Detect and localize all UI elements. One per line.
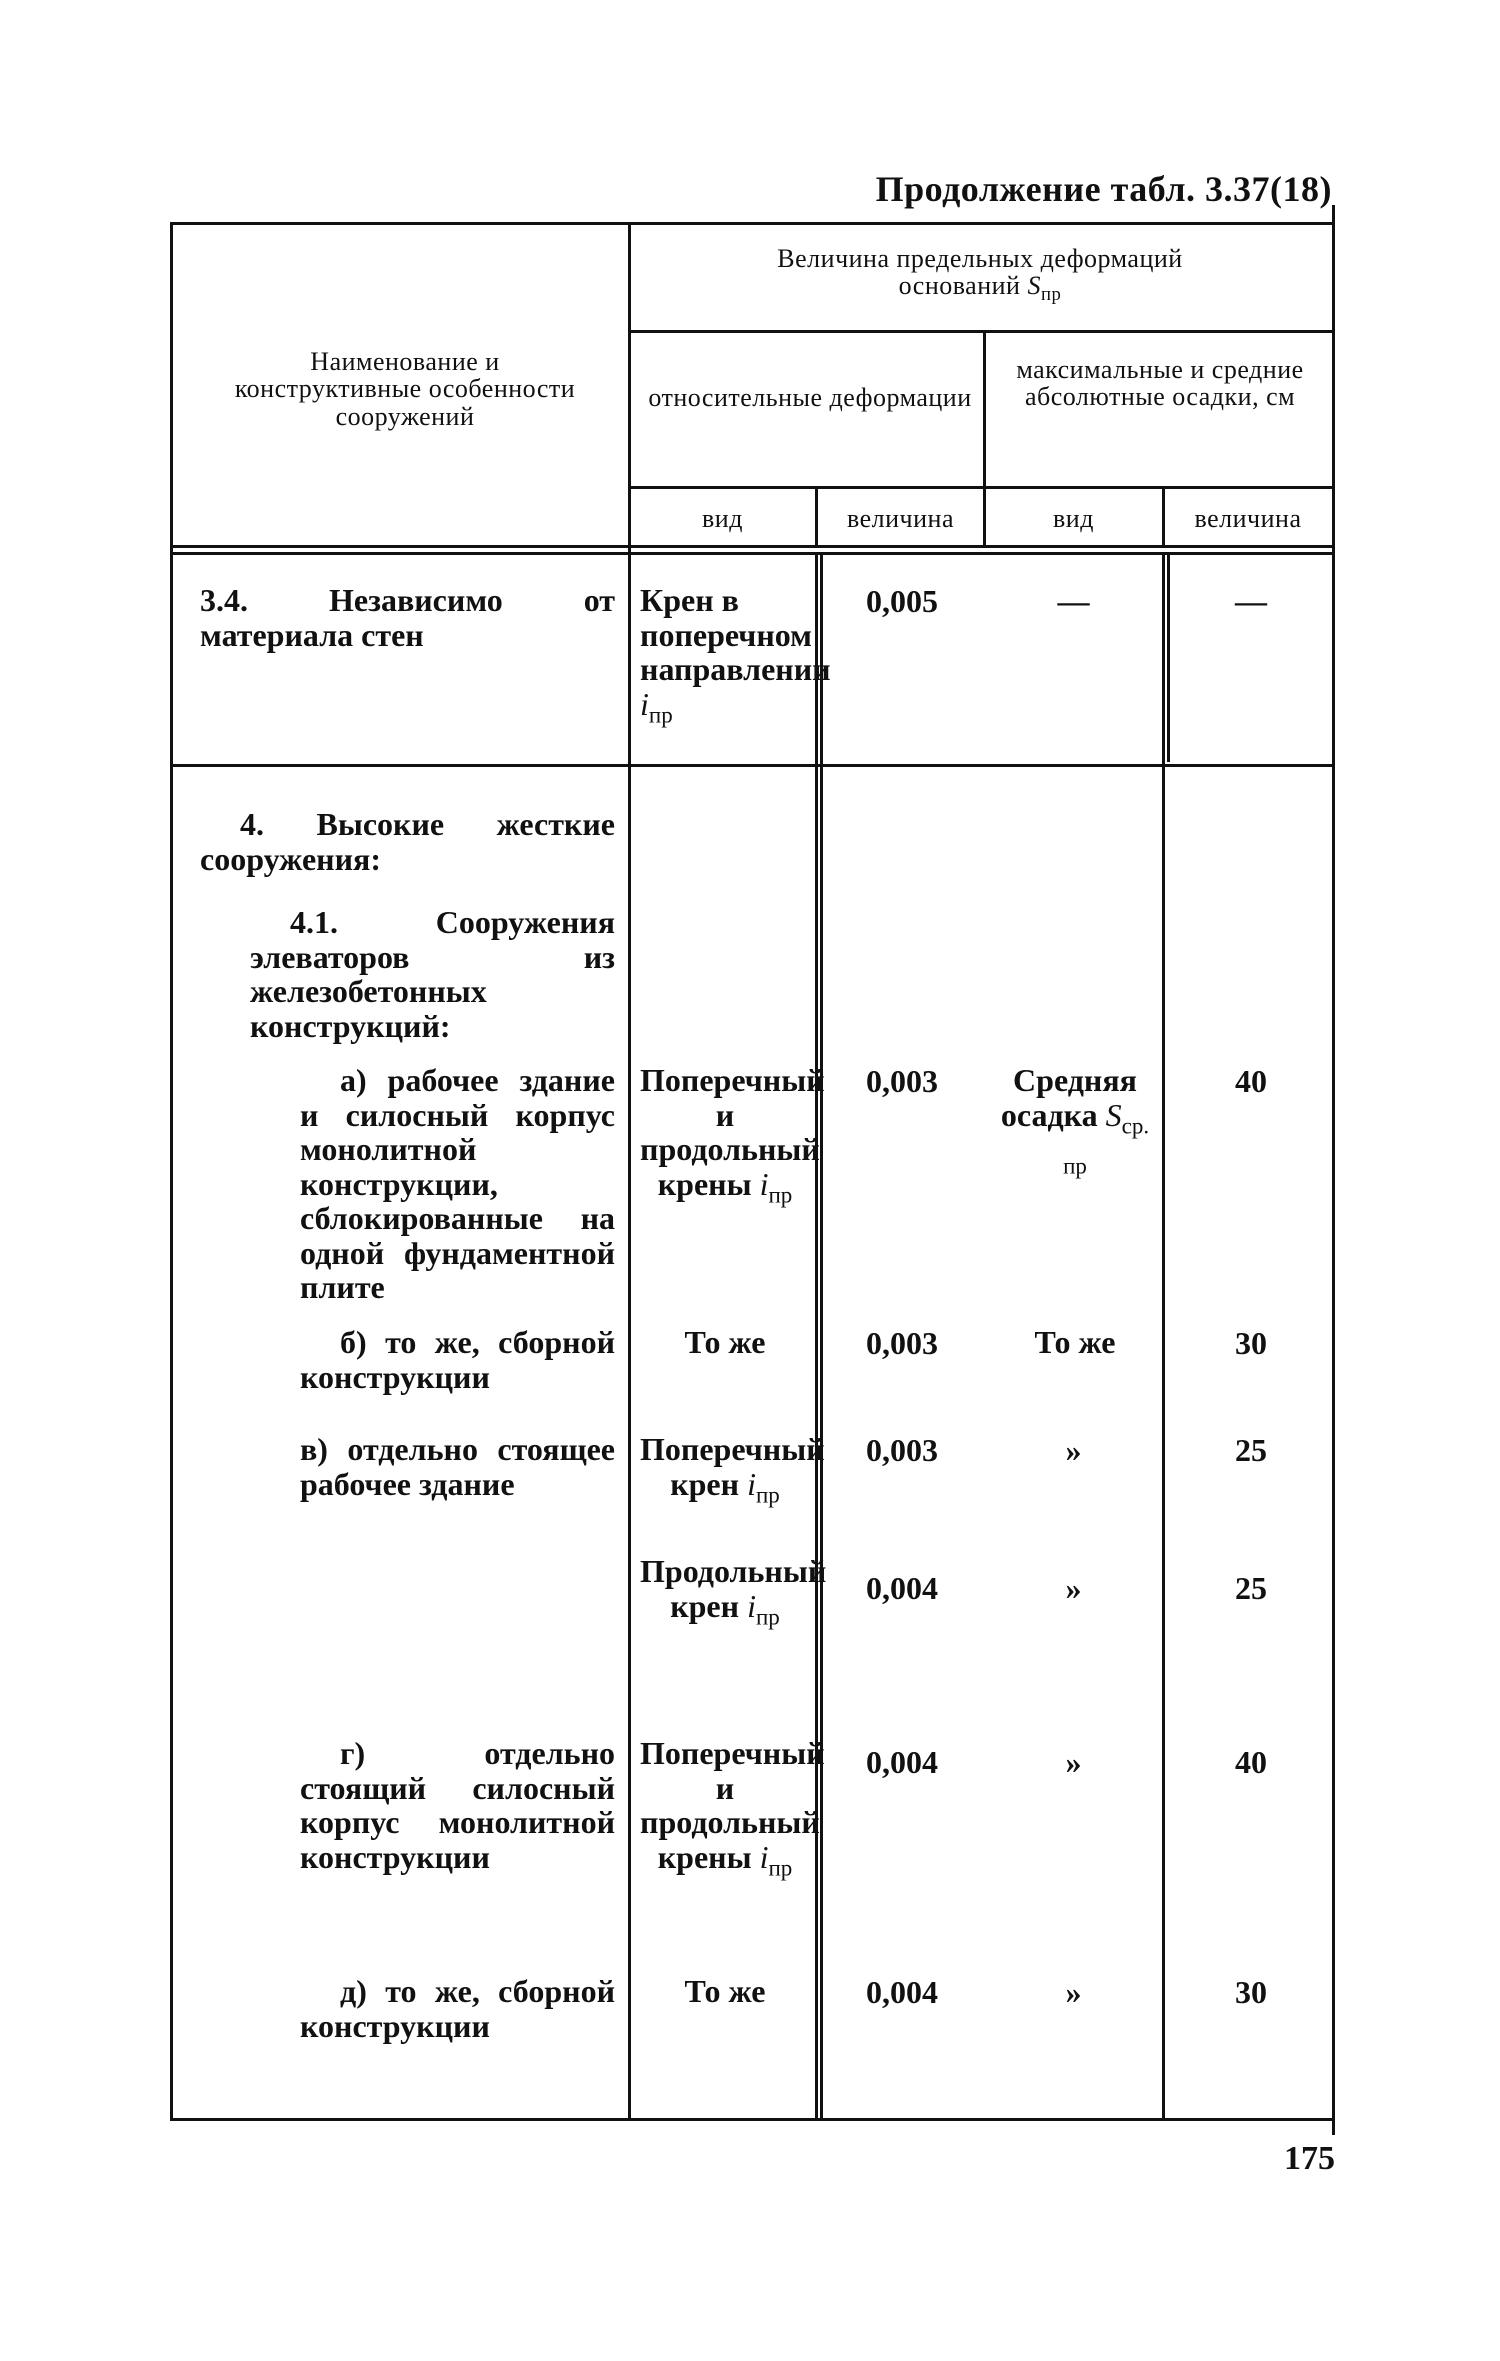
row-3-4-value: 0,005 <box>866 583 938 619</box>
row-b-abs-kind: То же <box>1034 1324 1116 1360</box>
row-b-name: б) то же, сборной конструкции <box>300 1324 615 1395</box>
row-a-name: а) рабочее здание и силосный корпус монолитной конструкции, сблокированные на одной фундаментной плите <box>300 1062 615 1306</box>
rule-row-sep <box>170 764 1332 767</box>
row-3-4-abs-kind: — <box>1057 583 1090 619</box>
row-v-abs-kind: » <box>1065 1432 1082 1468</box>
row-d-kind: То же <box>684 1973 766 2009</box>
row-g-name: г) отдельно стоящий силосный корпус монолитной конструкции <box>300 1735 615 1875</box>
row-g-value: 0,004 <box>866 1744 938 1780</box>
page-number: 175 <box>1284 2140 1335 2177</box>
row-v-kind: Поперечный крен $i_{пр}$ <box>640 1431 825 1507</box>
rule-left <box>170 222 173 2118</box>
header-value-rel: величина <box>847 504 954 533</box>
header-kind-rel: вид <box>702 504 743 533</box>
rule-col4 <box>1162 552 1165 2118</box>
rule-col2 <box>815 552 818 2118</box>
row-v-kind-2: Продольный крен $i_{пр}$ <box>640 1553 827 1629</box>
row-b-abs-value: 30 <box>1235 1325 1267 1361</box>
rule-sub <box>630 486 1332 489</box>
row-b-kind: То же <box>684 1324 766 1360</box>
row-d-value: 0,004 <box>866 1974 938 2010</box>
row-3-4-abs-value: — <box>1235 583 1267 619</box>
row-d-abs-value: 30 <box>1235 1974 1267 2010</box>
row-d-name: д) то же, сборной конструкции <box>300 1973 615 2044</box>
row-d-abs-kind: » <box>1065 1974 1082 2010</box>
table-caption: Продолжение табл. 3.37(18) <box>875 169 1332 209</box>
row-a-kind: Поперечный и продольный крены $i_{пр}$ <box>640 1062 825 1208</box>
row-a-abs-kind: Средняя осадка $S_{ср. пр}$ <box>1000 1062 1150 1179</box>
rule-bottom <box>170 2118 1332 2121</box>
row-g-kind: Поперечный и продольный крены $i_{пр}$ <box>640 1735 825 1881</box>
row-v-abs-value-2: 25 <box>1235 1570 1267 1606</box>
row-g-abs-kind: » <box>1065 1744 1082 1780</box>
row-v-abs-value: 25 <box>1235 1432 1267 1468</box>
row-4-1-name: 4.1. Сооружения элеваторов из железобетонных конструкций: <box>250 904 615 1044</box>
row-3-4-name: 3.4. Независимо от материала стен <box>200 582 615 653</box>
header-name: Наименование и конструктивные особенности сооружений <box>234 347 576 431</box>
rule-right <box>1332 205 1335 2135</box>
header-absolute: максимальные и средние абсолютные осадки, см <box>1016 355 1304 412</box>
row-a-value: 0,003 <box>866 1063 938 1099</box>
header-relative: относительные деформации <box>648 383 972 412</box>
row-g-abs-value: 40 <box>1235 1744 1267 1780</box>
rule-header-bottom <box>170 545 1332 548</box>
header-limit-group: Величина предельных деформаций оснований $S_{пр}$ <box>777 244 1183 306</box>
row-v-value-2: 0,004 <box>866 1570 938 1606</box>
header-kind-abs: вид <box>1053 504 1094 533</box>
rule-group <box>630 330 1332 333</box>
header-value-abs: величина <box>1194 504 1302 533</box>
row-v-value: 0,003 <box>866 1432 938 1468</box>
row-b-value: 0,003 <box>866 1325 938 1361</box>
row-v-abs-kind-2: » <box>1065 1570 1082 1606</box>
row-3-4-kind: Крен в поперечном направлении $i_{пр}$ <box>640 582 831 728</box>
row-v-name: в) отдельно стоящее рабочее здание <box>300 1431 615 1502</box>
row-a-abs-value: 40 <box>1235 1063 1267 1099</box>
rule-header-bottom-2 <box>170 552 1332 555</box>
row-4-name: 4. Высокие жесткие сооружения: <box>200 806 615 877</box>
rule-top <box>170 222 1335 225</box>
